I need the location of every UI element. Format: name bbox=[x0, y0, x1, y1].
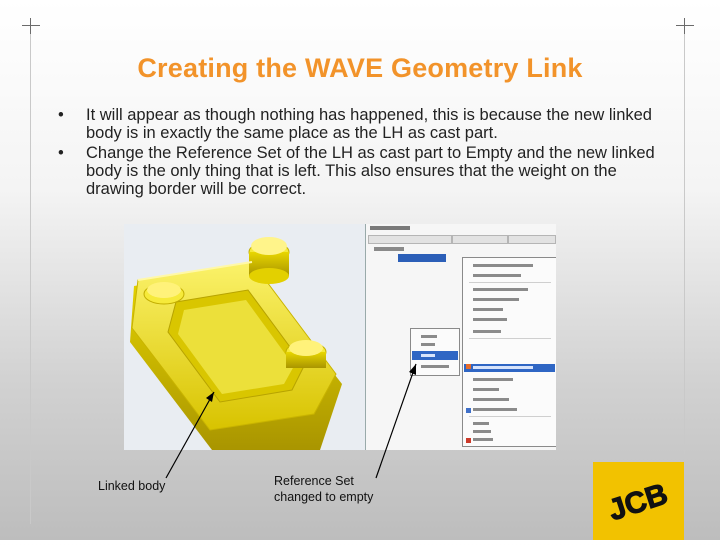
svg-text:JCB: JCB bbox=[604, 477, 672, 528]
arrowhead bbox=[409, 364, 416, 375]
linked-body-arrow bbox=[166, 392, 214, 478]
jcb-logo-mark bbox=[593, 462, 684, 540]
callout-linked-body: Linked body bbox=[98, 479, 166, 493]
reference-set-arrow bbox=[376, 364, 416, 478]
bullet-marker: • bbox=[58, 144, 64, 162]
slide-title: Creating the WAVE Geometry Link bbox=[137, 53, 583, 83]
callout-reference-set: Reference Set changed to empty bbox=[274, 474, 374, 504]
bullet-marker: • bbox=[58, 106, 64, 124]
bullet-text: Change the Reference Set of the LH as cast part to Empty and the new linked body is the only thing that is left. This also ensures that the weight on the drawing border will be correct. bbox=[86, 144, 655, 198]
bullet-text: It will appear as though nothing has happened, this is because the new linked body is in exactly the same place as the LH as cast part. bbox=[86, 106, 652, 142]
arrowhead bbox=[206, 392, 214, 402]
jcb-logo bbox=[593, 462, 684, 540]
